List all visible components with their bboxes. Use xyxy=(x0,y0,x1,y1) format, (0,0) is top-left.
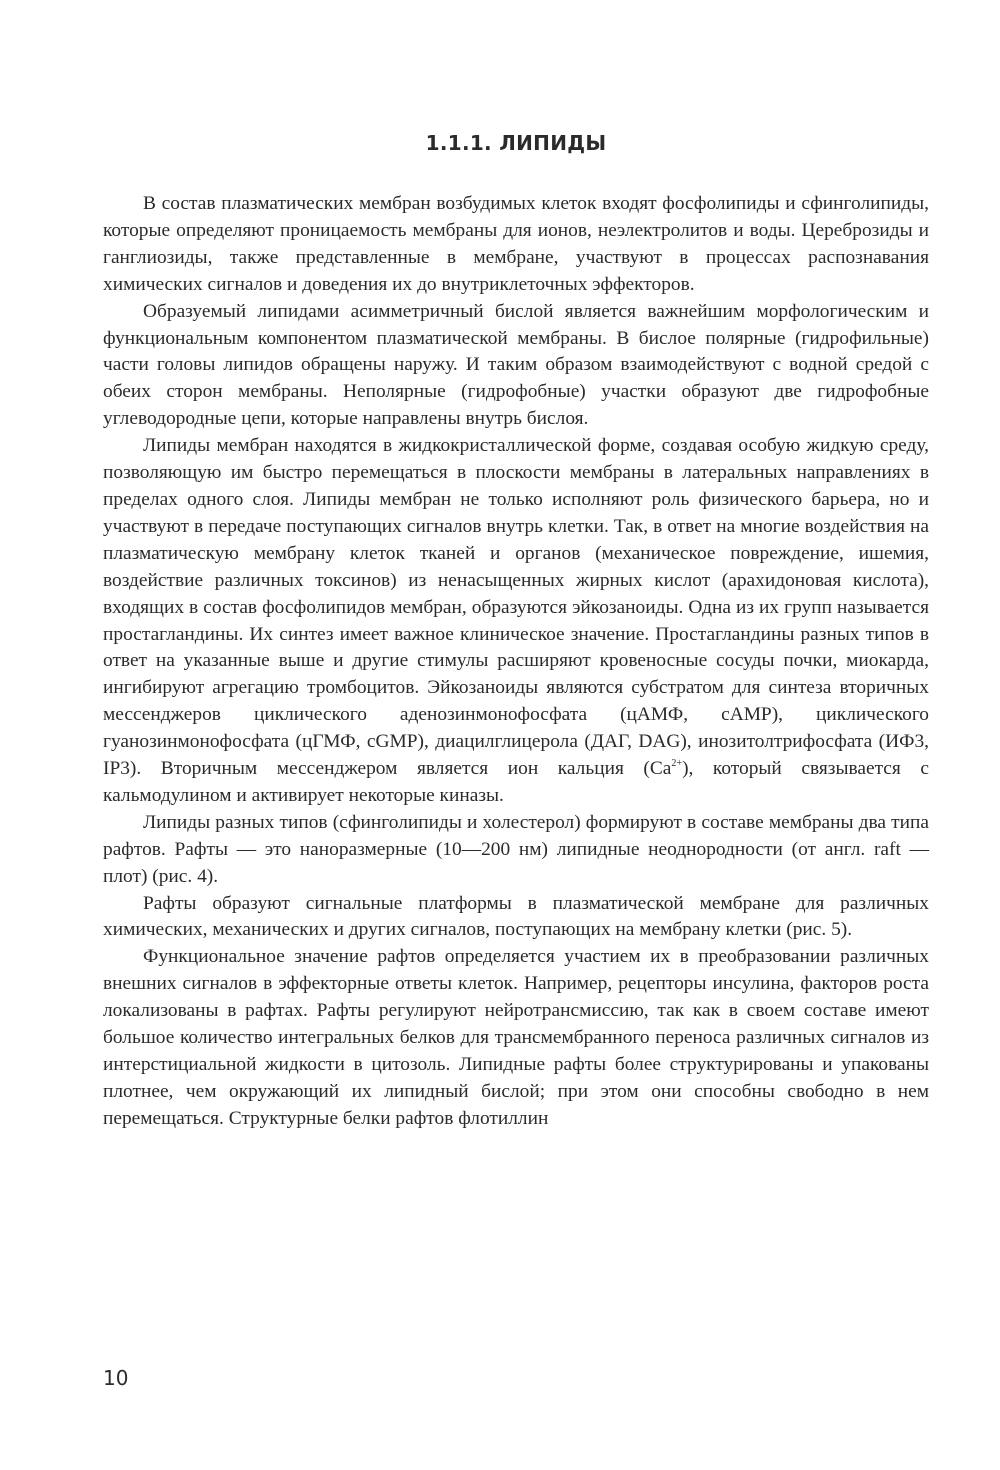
paragraph-raft-platforms: Рафты образуют сигнальные платформы в плазматической мембране для различных химических, механических и других сигналов, поступающих на мембрану клетки (рис. 5). xyxy=(103,892,929,941)
paragraph-signaling-tail: ), который связывается с кальмодулином и активирует некоторые киназы. xyxy=(103,758,929,806)
paragraph-bilayer: Образуемый липидами асимметричный бислой является важнейшим морфологическим и функциональным компонентом плазматической мембраны. В бислое полярные (гидрофильные) части головы липидов обращены наружу. И таким образом взаимодействуют с водной средой с обеих сторон мембраны. Неполярные (гидрофобные) участки образуют две гидрофобные углеводородные цепи, которые направлены внутрь бислоя. xyxy=(103,300,929,430)
paragraph-raft-function: Функциональное значение рафтов определяется участием их в преобразовании различных внешних сигналов в эффекторные ответы клеток. Например, рецепторы инсулина, факторов роста локализованы в рафтах. Рафты регулируют нейротрансмиссию, так как в своем составе имеют большое количество интегральных белков для трансмембранного переноса различных сигналов из интерстициальной жидкости в цитозоль. Липидные рафты более структурированы и упакованы плотнее, чем окружающий их липидный бислой; при этом они способны свободно в нем перемещаться. Структурные белки рафтов флотиллин xyxy=(103,946,929,1129)
section-heading: 1.1.1. ЛИПИДЫ xyxy=(425,131,607,155)
page-number: 10 xyxy=(103,1366,129,1390)
paragraph-lipid-composition: В состав плазматических мембран возбудимых клеток входят фосфолипиды и сфинголипиды, которые определяют проницаемость мембраны для ионов, неэлектролитов и воды. Цереброзиды и ганглиозиды, также представленные в мембране, участвуют в процессах распознавания химических сигналов и доведения их до внутриклеточных эффекторов. xyxy=(103,193,929,295)
paragraph-raft-types: Липиды разных типов (сфинголипиды и холестерол) формируют в составе мембраны два типа рафтов. Рафты — это наноразмерные (10—200 нм) липидные неоднородности (от англ. raft — плот) (рис. 4). xyxy=(103,811,929,887)
paragraph-signaling xyxy=(103,433,929,810)
body-text xyxy=(103,191,929,1133)
calcium-charge-superscript: 2+ xyxy=(671,758,683,770)
paragraph-signaling-text: Липиды мембран находятся в жидкокристаллической форме, создавая особую жидкую среду, позволяющую им быстро перемещаться в плоскости мембраны в латеральных направлениях в пределах одного слоя. Липиды мембран не только исполняют роль физического барьера, но и участвуют в передаче поступающих сигналов внутрь клетки. Так, в ответ на многие воздействия на плазматическую мембрану клеток тканей и органов (механическое повреждение, ишемия, воздействие различных токсинов) из ненасыщенных жирных кислот (арахидоновая кислота), входящих в состав фосфолипидов мембран, образуются эйкозаноиды. Одна из их групп называется простагландины. Их синтез имеет важное клиническое значение. Простагландины разных типов в ответ на указанные выше и другие стимулы расширяют кровеносные сосуды почки, миокарда, ингибируют агрегацию тромбоцитов. Эйкозаноиды являются субстратом для синтеза вторичных мессенджеров циклического аденозинмонофосфата (цАМФ, cAMP), циклического гуанозинмонофосфата (цГМФ, cGMP), диацилглицерола (ДАГ, DAG), инозитолтрифосфата (ИФ3, IP3). Вторичным мессенджером является ион кальция (Ca xyxy=(103,435,929,780)
